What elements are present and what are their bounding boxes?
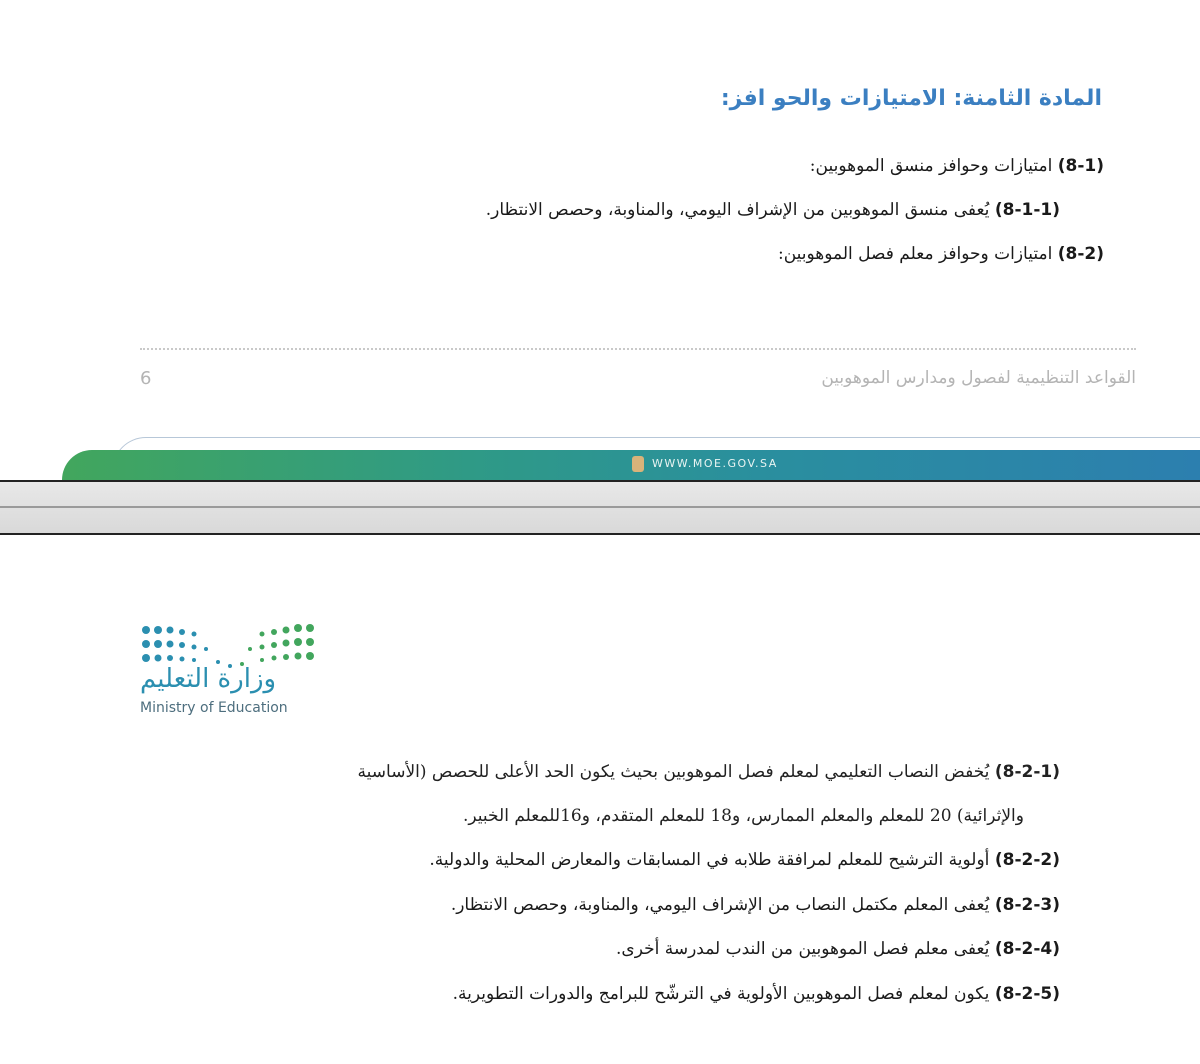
item-number: (8-2-1) — [994, 762, 1060, 782]
footer-dotted-divider — [140, 348, 1136, 350]
item-number: (8-1-1) — [994, 200, 1060, 220]
website-url-text: WWW.MOE.GOV.SA — [652, 457, 778, 470]
item-text: امتيازات وحوافز منسق الموهوبين: — [809, 156, 1053, 176]
item-8-2-2 — [429, 850, 1060, 870]
footer-gradient-band — [62, 450, 1200, 480]
item-text: يُخفض النصاب التعليمي لمعلم فصل الموهوبين بحيث يكون الحد الأعلى للحصص (الأساسية — [357, 762, 990, 782]
item-8-2-5 — [453, 984, 1060, 1004]
website-url — [632, 457, 778, 470]
article-title: المادة الثامنة: الامتيازات والحو افز: — [720, 86, 1102, 111]
logo-arabic-text: وزارة التعليم — [140, 664, 277, 694]
item-number: (8-1) — [1057, 156, 1104, 176]
item-8-2-1-continued: والإثرائية) 20 للمعلم والمعلم الممارس، و18 للمعلم المتقدم، و16للمعلم الخبير. — [463, 806, 1024, 826]
item-text: يكون لمعلم فصل الموهوبين الأولوية في الترشّح للبرامج والدورات التطويرية. — [452, 984, 990, 1004]
page-number: 6 — [140, 368, 152, 389]
item-number: (8-2) — [1057, 244, 1104, 264]
item-8-2-3 — [451, 895, 1060, 915]
item-number: (8-2-5) — [994, 984, 1060, 1004]
item-text: أولوية الترشيح للمعلم لمرافقة طلابه في المسابقات والمعارض المحلية والدولية. — [429, 850, 990, 870]
footer-title: القواعد التنظيمية لفصول ومدارس الموهوبين — [821, 368, 1136, 388]
item-number: (8-2-4) — [994, 939, 1060, 959]
item-number: (8-2-2) — [994, 850, 1060, 870]
item-text: يُعفى معلم فصل الموهوبين من الندب لمدرسة أخرى. — [616, 939, 990, 959]
item-8-2-4 — [616, 939, 1060, 959]
item-text: امتيازات وحوافز معلم فصل الموهوبين: — [777, 244, 1053, 264]
item-text: يُعفى منسق الموهوبين من الإشراف اليومي، والمناوبة، وحصص الانتظار. — [485, 200, 990, 220]
top-document-page — [0, 0, 1200, 480]
item-number: (8-2-3) — [994, 895, 1060, 915]
page-gap-line — [0, 506, 1200, 508]
item-8-2-1 — [358, 762, 1060, 782]
item-8-2 — [778, 244, 1104, 264]
item-text: يُعفى المعلم مكتمل النصاب من الإشراف اليومي، والمناوبة، وحصص الانتظار. — [450, 895, 990, 915]
logo-english-text: Ministry of Education — [140, 700, 288, 716]
item-8-1 — [810, 156, 1104, 176]
item-8-1-1 — [486, 200, 1060, 220]
